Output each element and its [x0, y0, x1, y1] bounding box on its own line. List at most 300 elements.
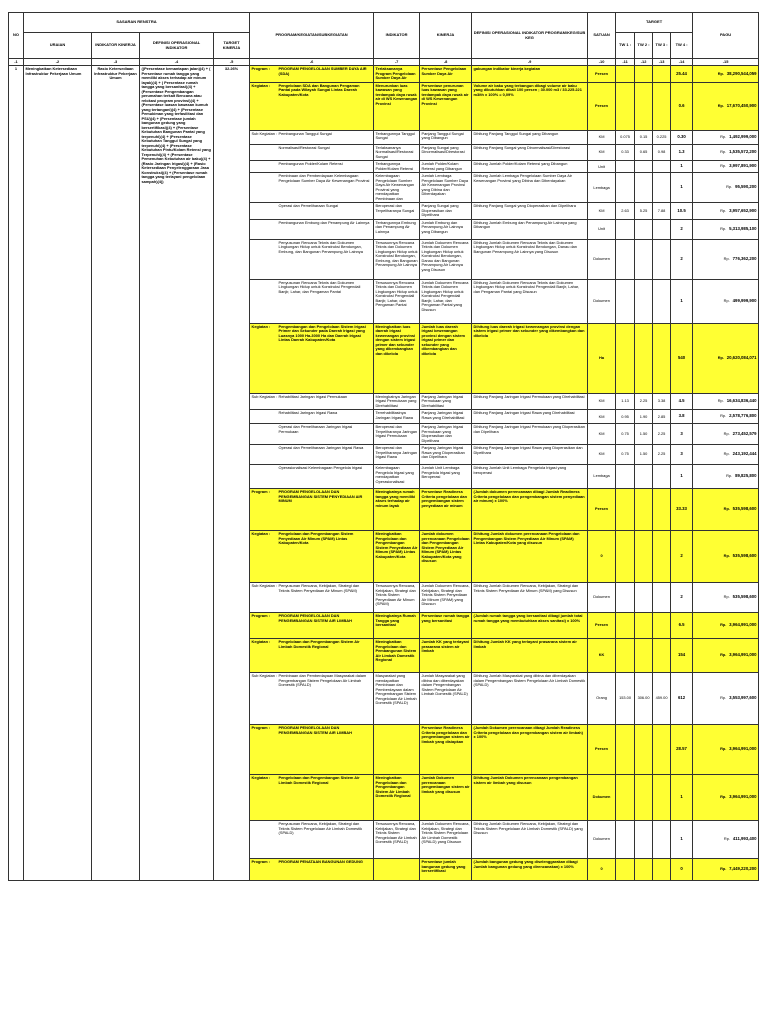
col-number: -5 [214, 59, 250, 66]
row-tw4: 33.33 [671, 489, 693, 531]
row-pagu-cell [693, 239, 759, 279]
row-satuan: Persen [588, 66, 616, 82]
row-tw2: 2.25 [635, 393, 653, 409]
row-pagu: 499,999,900 [732, 297, 757, 303]
row-kinerja: Jumlah Dokumen Rencana, Kebijakan, Strategi dan Teknis Sistem Pengelolaan Air Limbah Domestik (SPALD) yang Disusun [420, 821, 472, 859]
row-definisi: Dihitung Panjang Tanggul Sungai yang Dibangun [472, 130, 588, 144]
row-pagu: 20,620,084,071 [726, 354, 757, 360]
col-number: -15 [693, 59, 759, 66]
header-tw2: TW 2 : [635, 33, 653, 59]
row-tw2 [635, 66, 653, 82]
row-pagu-cell [693, 323, 759, 393]
row-program-cell [250, 531, 374, 583]
row-currency: Rp. [723, 297, 730, 303]
sasaran-uraian: Meningkatkan Ketersediaan Infrastruktur Pekerjaan Umum [24, 66, 92, 881]
row-program-name: Rehabilitasi Jaringan Irigasi Permukaan [278, 393, 348, 399]
row-currency: Rp. [723, 506, 730, 512]
row-tw4: 3 [671, 445, 693, 465]
row-program-name: PROGRAM PENATAAN BANGUNAN GEDUNG [278, 859, 363, 865]
row-tw3 [653, 219, 671, 239]
row-pagu-cell [693, 161, 759, 173]
row-tw2 [635, 531, 653, 583]
row-definisi: (Jumlah bangunan gedung yang diselenggarakan dibagi Jumlah bangunan gedung yang direncanakan) x 100% [472, 859, 588, 881]
row-definisi: Dihitung Jumlah dokumen perencanaan Pengelolaan dan Pengembangan Sistem Penyediaan Air Minum (SPAM) Lintas Kabupaten/Kota yang disusun [472, 531, 588, 583]
row-tw2 [635, 489, 653, 531]
row-program-cell [250, 393, 374, 409]
row-satuan: KM [588, 445, 616, 465]
row-satuan: Dokumen [588, 279, 616, 323]
row-pagu: 535,598,600 [732, 506, 757, 512]
row-satuan: Persen [588, 613, 616, 639]
row-tw1: 0.75 [616, 424, 635, 445]
row-satuan: Unit [588, 219, 616, 239]
row-tw3 [653, 725, 671, 775]
row-tw3: 459.00 [653, 673, 671, 725]
row-level-label: Kegiatan : [251, 639, 271, 645]
row-level-label: Sub Kegiatan : [251, 583, 278, 589]
row-kinerja: Jumlah Embung dan Penampung Air Lainnya yang Dibangun [420, 219, 472, 239]
row-indikator: Tersusunnya Rencana, Kebijakan, Strategi dan Teknis Sistem Pengelolaan Air Limbah Domestik (SPALD) [374, 821, 420, 859]
row-tw3 [653, 639, 671, 673]
row-tw1 [616, 821, 635, 859]
row-tw4: 154 [671, 639, 693, 673]
row-program-name: Operasi dan Pemeliharaan Jaringan Irigasi Rawa [278, 445, 364, 451]
header-pagu: PAGU [693, 13, 759, 59]
row-definisi: Dihitung Panjang Jaringan Irigasi Rawa yang Direhabilitasi [472, 410, 588, 424]
row-tw3 [653, 323, 671, 393]
row-tw4: 28.57 [671, 725, 693, 775]
row-pagu: 38,290,544,059 [726, 70, 757, 76]
row-tw2 [635, 725, 653, 775]
row-definisi: Dihitung Jumlah Masyarakat yang dibina dan diberdayakan dalam Pengembangan Sistem Pengelolaan Air Limbah Domestik (SPALD) [472, 673, 588, 725]
row-currency: Rp. [717, 102, 724, 108]
row-tw4: 2 [671, 531, 693, 583]
col-number: -8 [420, 59, 472, 66]
row-tw4: 2 [671, 239, 693, 279]
row-pagu-cell [693, 821, 759, 859]
row-tw3 [653, 279, 671, 323]
row-program-name: Pengelolaan dan Pengembangan Sistem Penyediaan Air Minum (SPAM) Lintas Kabupaten/Kota [278, 531, 354, 546]
row-tw1 [616, 279, 635, 323]
row-level-label: Sub Kegiatan : [251, 130, 278, 136]
row-program-cell [250, 410, 374, 424]
row-tw4: 2 [671, 219, 693, 239]
row-currency: Rp. [720, 866, 727, 872]
row-currency: Rp. [720, 652, 727, 658]
row-indikator: Terbangunnya Tanggul Sungai [374, 130, 420, 144]
row-program-name: PROGRAM PENGELOLAAN DAN PENGEMBANGAN SISTEM AIR LIMBAH [278, 613, 352, 623]
row-satuan: Orang [588, 673, 616, 725]
row-currency: Rp. [723, 430, 730, 436]
row-tw3: 0.225 [653, 130, 671, 144]
row-level-label: Kegiatan : [251, 323, 271, 329]
row-tw4: 1 [671, 775, 693, 821]
row-pagu-cell [693, 531, 759, 583]
row-currency: Rp. [723, 255, 730, 261]
row-program-name: Pengelolaan dan Pengembangan Sistem Air Limbah Domestik Regional [278, 639, 360, 649]
row-indikator: Meningkatkan Pengelolaan dan Pengembangan Sistem Air Limbah Domestik Regional [374, 775, 420, 821]
row-pagu-cell [693, 424, 759, 445]
row-tw4: 3.8 [671, 410, 693, 424]
row-indikator: Meningkatkan Pengelolaan dan Pengembangan Sistem Penyediaan Air Minum (SPAM) Lintas Kabupaten/Kota [374, 531, 420, 583]
rencana-kinerja-table [8, 12, 759, 881]
row-program-cell [250, 673, 374, 725]
row-satuan: Lembaga [588, 465, 616, 489]
header-indikator-kinerja: INDIKATOR KINERJA [92, 33, 140, 59]
row-kinerja: Jumlah luas daerah irigasi kewenangan provinsi dengan sistem irigasi primer dan sekunder yang dikembangkan dan dikelola [420, 323, 472, 393]
row-program-name: PROGRAM PENGELOLAAN DAN PENGEMBANGAN SISTEM AIR LIMBAH [278, 725, 352, 735]
row-definisi: Dihitung Jumlah Unit Lembaga Pengelola Irigasi yang beroperasi [472, 465, 588, 489]
row-currency: Rp. [723, 451, 730, 457]
row-kinerja: Panjang Jaringan Irigasi Permukaan yang Direhabilitasi [420, 393, 472, 409]
row-program-name: Penyusunan Rencana, Kebijakan, Strategi dan Teknis Sistem Penyediaan Air Minum (SPAM) [278, 583, 360, 593]
row-definisi: gabungan indikator kinerja kegiatan [472, 66, 588, 82]
row-program-name: Pengembangan dan Pengelolaan Sistem Irigasi Primer dan Sekunder pada Daerah Irigasi yang Luasnya 1000 Ha-3000 Ha dan Daerah Irigasi Lintas Daerah Kabupaten/Kota [278, 323, 366, 343]
header-indikator: INDIKATOR [374, 13, 420, 59]
row-currency: Rp. [720, 746, 727, 752]
row-tw4: 0.30 [671, 130, 693, 144]
row-satuan: Persen [588, 725, 616, 775]
row-program-cell [250, 613, 374, 639]
row-program-name: PROGRAM PENGELOLAAN DAN PENGEMBANGAN SISTEM PENYEDIAAN AIR MINUM [278, 489, 363, 504]
row-satuan: 0 [588, 859, 616, 881]
row-tw1 [616, 583, 635, 613]
row-indikator: Terbangunnya Embung dan Penampung Air Lainnya [374, 219, 420, 239]
row-tw1 [616, 82, 635, 130]
header-definisi-program: DEFINISI OPERASIONAL INDIKATOR PROGRAM/KEG/SUB KEG [472, 13, 588, 59]
sasaran-target: 32.26% [214, 66, 250, 881]
row-kinerja: Jumlah Unit Lembaga Pengelola Irigasi yang Beroperasi [420, 465, 472, 489]
row-satuan: Dokumen [588, 821, 616, 859]
row-tw2 [635, 821, 653, 859]
row-satuan: Dokumen [588, 775, 616, 821]
row-program-name: Pengelolaan dan Pengembangan Sistem Air Limbah Domestik Regional [278, 775, 360, 785]
row-pagu: 7,449,220,200 [729, 866, 757, 872]
row-tw2: 1.50 [635, 445, 653, 465]
row-pagu: 3,964,991,000 [729, 622, 757, 628]
row-tw4: 540 [671, 323, 693, 393]
row-definisi: Dihitung Jumlah Embung dan Penampung Air Lainnya yang Dibangun [472, 219, 588, 239]
row-indikator: Kelembagaan Pengelolaan Sumber Daya Air Kewenangan Provinsi yang mendapatkan Pembinaan dan [374, 173, 420, 203]
row-currency: Rp. [720, 225, 727, 231]
row-currency: Rp. [720, 149, 727, 155]
row-tw3 [653, 775, 671, 821]
row-kinerja: Persentase Readiness Criteria pengelolaan dan pengembangan sistem air limbah yang disiapkan [420, 725, 472, 775]
col-number: -1 [9, 59, 24, 66]
row-currency: Rp. [717, 354, 724, 360]
row-tw1 [616, 161, 635, 173]
row-tw4: 2 [671, 583, 693, 613]
row-tw4: 1.3 [671, 144, 693, 160]
row-kinerja: Jumlah KK yang terlayani prasarana sistem air limbah [420, 639, 472, 673]
row-tw2 [635, 219, 653, 239]
col-number: -6 [250, 59, 374, 66]
row-currency: Rp. [723, 594, 730, 600]
row-pagu-cell [693, 613, 759, 639]
row-program-cell [250, 144, 374, 160]
row-program-name: Operasionalisasi Kelembagaan Pengelola Irigasi [278, 465, 363, 471]
row-tw1 [616, 173, 635, 203]
header-kinerja: KINERJA [420, 13, 472, 59]
header-satuan: SATUAN [588, 13, 616, 59]
row-satuan: Ha [588, 323, 616, 393]
row-tw3 [653, 859, 671, 881]
sasaran-indikator: Rasio Ketersediaan Infrastruktur Pekerjaan Umum [92, 66, 140, 881]
header-program: PROGRAM/KEGIATAN/SUBKEGIATAN [250, 13, 374, 59]
row-pagu: 411,993,400 [732, 836, 757, 842]
row-pagu-cell [693, 66, 759, 82]
row-pagu: 17,670,450,900 [726, 102, 757, 108]
row-program-cell [250, 173, 374, 203]
row-program-cell [250, 445, 374, 465]
row-kinerja: Jumlah Lembaga Pengelolaan Sumber Daya Air Kewenangan Provinsi yang Dibina dan Diberdayakan [420, 173, 472, 203]
row-definisi: Dihitung Jumlah Dokumen perencanaan pengembangan sistem air limbah yang disusun [472, 775, 588, 821]
row-program-cell [250, 130, 374, 144]
row-indikator: Beroperasi dan Terpeliharanya Jaringan Irigasi Permukaan [374, 424, 420, 445]
row-kinerja: Persentase rumah tangga yang bersanitasi [420, 613, 472, 639]
row-definisi: Dihitung Panjang Sungai yang Dinormalisasi/Direstorasi [472, 144, 588, 160]
row-currency: Rp. [726, 473, 733, 479]
row-level-label: Sub Kegiatan : [251, 673, 278, 679]
row-pagu-cell [693, 393, 759, 409]
row-program-cell [250, 279, 374, 323]
row-pagu: 3,964,991,000 [729, 746, 757, 752]
col-number: -10 [588, 59, 616, 66]
row-kinerja: Panjang Jaringan Irigasi Permukaan yang Dioperasikan dan Dipelihara [420, 424, 472, 445]
row-tw1 [616, 775, 635, 821]
row-indikator: Beroperasi dan Terpeliharanya Sungai [374, 203, 420, 219]
row-satuan: Persen [588, 82, 616, 130]
row-definisi: (Jumlah rumah tangga yang bersanitasi dibagi jumlah total rumah tangga yang membutuhkan akses sanitasi) x 100% [472, 613, 588, 639]
row-definisi: Dihitung Panjang Jaringan Irigasi Permukaan yang Direhabilitasi [472, 393, 588, 409]
sasaran-definisi: ((Persentase kemantapan jalan)(4) + ( Persentase rumah tangga yang memiliki akses terhadap air minum layak)(4) + ( Persentase rumah tangga yang bersanitasi)(4) + (Persentase Pengembangan perumahan terkait Bencana atau relokasi program provinsi)(4) + (Persentase luasan kawasan kumuh yang tertangani)(4) + (Persentase Pemukiman yang terfasilitasi dan PSU)(4) + (Persentase jumlah bangunan gedung yang bersertifikasi)(4) + (Persentase Kebutuhan Bangunan Pantai yang terpenuhi)(4) + (Persentase Kebutuhan Tanggul Sungai yang terpenuhi)(4) + (Persentase Kebutuhan Pintu/Kolam Retensi yang Terpenuhi)(4) + (Persentase Pemenuhan Kebutuhan air baku)(4) + (Rasio Jaringan Irigasi)(4) + (Rasio Ketersediaan Penyelenggaraan Jasa Konstruksi)(4) + (Persentase rumah tangga yang terlayani pengelolaan sampah)(4)) [140, 66, 214, 881]
row-tw3: 2.25 [653, 424, 671, 445]
row-satuan: Dokumen [588, 583, 616, 613]
row-satuan: 0 [588, 531, 616, 583]
row-program-cell [250, 639, 374, 673]
row-tw4: 25.44 [671, 66, 693, 82]
row-pagu-cell [693, 445, 759, 465]
header-tw3: TW 3 : [653, 33, 671, 59]
row-tw2 [635, 161, 653, 173]
row-indikator: Meningkatnya Jaringan Irigasi Permukaan yang Direhabilitasi [374, 393, 420, 409]
row-pagu: 1,535,572,200 [729, 149, 757, 155]
row-currency: Rp. [720, 207, 727, 213]
row-tw3 [653, 613, 671, 639]
row-tw2: 1.90 [635, 410, 653, 424]
row-kinerja: Jumlah Polder/Kolam Retensi yang Dibangun [420, 161, 472, 173]
row-definisi: Dihitung Jumlah Lembaga Pengelolaan Sumber Daya Air Kewenangan Provinsi yang Dibina dan Diberdayakan [472, 173, 588, 203]
row-tw2: 5.25 [635, 203, 653, 219]
row-indikator: Meningkatkan luas daerah irigasi kewenangan provinsi dengan sistem irigasi primer dan sekunder yang dikembangkan dan dikelola [374, 323, 420, 393]
row-tw1: 0.33 [616, 144, 635, 160]
row-pagu: 5,313,985,100 [729, 225, 757, 231]
row-kinerja: Jumlah Dokumen Rencana Teknis dan Dokumen Lingkungan Hidup untuk Konstruksi Bendungan, Danau dan Bangunan Penampung Air Lainnya yang Disusun [420, 239, 472, 279]
row-kinerja: Jumlah Dokumen perencanaan pengembangan sistem air limbah yang disusun [420, 775, 472, 821]
row-pagu: 776,362,200 [732, 255, 757, 261]
row-pagu: 16,634,836,440 [726, 398, 757, 404]
row-satuan: Unit [588, 161, 616, 173]
row-pagu-cell [693, 859, 759, 881]
row-tw1 [616, 725, 635, 775]
row-kinerja: Jumlah Dokumen Rencana, Kebijakan, Strategi dan Teknis Sistem Penyediaan Air Minum (SPAM) yang Disusun [420, 583, 472, 613]
row-program-name: Pembinaan dan Pemberdayaan Masyarakat dalam Pengembangan Sistem Pengelolaan Air Limbah Domestik (SPALD) [278, 673, 367, 688]
header-row-1 [9, 13, 759, 33]
row-kinerja: Panjang Sungai yang Dioperasikan dan Dipelihara [420, 203, 472, 219]
row-pagu: 3,997,891,900 [729, 163, 757, 169]
header-sasaran-renstra: SASARAN RENSTRA [24, 13, 250, 33]
header-uraian: URAIAN [24, 33, 92, 59]
row-indikator: Tersusunnya Rencana, Kebijakan, Strategi dan Teknis Sistem Penyediaan Air Minum (SPAM) [374, 583, 420, 613]
row-indikator [374, 725, 420, 775]
header-target: TARGET [616, 13, 693, 33]
row-program-cell [250, 583, 374, 613]
row-tw4: 1 [671, 161, 693, 173]
row-tw1 [616, 489, 635, 531]
row-program-name: Rehabilitasi Jaringan Irigasi Rawa [278, 410, 338, 416]
row-definisi: Dihitung Panjang Jaringan Irigasi Rawa yang Dioperasikan dan Dipelihara [472, 445, 588, 465]
row-satuan: KM [588, 144, 616, 160]
row-pagu: 3,957,652,900 [729, 207, 757, 213]
row-program-name: Pembangunan Embung dan Penampung Air Lainnya [278, 219, 370, 225]
row-level-label: Program : [251, 66, 270, 72]
row-pagu-cell [693, 583, 759, 613]
row-definisi: Dihitung Panjang Sungai yang Dioperasikan dan Dipelihara [472, 203, 588, 219]
row-kinerja: Panjang Jaringan Irigasi Rawa yang Dioperasikan dan Dipelihara [420, 445, 472, 465]
row-pagu-cell [693, 639, 759, 673]
row-kinerja: Panjang Sungai yang Dinormalisasi/Direstorasi [420, 144, 472, 160]
row-satuan: Dokumen [588, 239, 616, 279]
row-tw2 [635, 859, 653, 881]
row-program-cell [250, 465, 374, 489]
header-tw1: TW 1 : [616, 33, 635, 59]
row-definisi: Dihitung Panjang Jaringan Irigasi Permukaan yang Dioperasikan dan Dipelihara [472, 424, 588, 445]
row-tw2 [635, 173, 653, 203]
row-indikator: Terlaksananya Program Pengelolaan Sumber Daya Air [374, 66, 420, 82]
row-tw2 [635, 323, 653, 393]
row-level-label: Kegiatan : [251, 82, 271, 88]
row-program-name: Normalisasi/Restorasi Sungai [278, 144, 330, 150]
row-tw1 [616, 465, 635, 489]
col-number: -7 [374, 59, 420, 66]
row-tw2 [635, 82, 653, 130]
row-pagu-cell [693, 130, 759, 144]
row-kinerja: Jumlah Masyarakat yang dibina dan diberdayakan dalam Pengembangan Sistem Pengelolaan Air Limbah Domestik (SPALD) [420, 673, 472, 725]
row-definisi: Volume air baku yang terbangun dibagi volume air baku yang dibutuhkan dikali 100 persen ; 30.000 m3 / 33.225.221 m3/th x 100% = 0,09% [472, 82, 588, 130]
row-kinerja: Jumlah dokumen perencanaan Pengelolaan dan Pengembangan Sistem Penyediaan Air Minum (SPAM) Lintas Kabupaten/Kota yang disusun [420, 531, 472, 583]
row-definisi: Dihitung luas daerah irigasi kewenangan provinsi dengan sistem irigasi primer dan sekunder yang dikembangkan dan dikelola [472, 323, 588, 393]
row-pagu: 243,192,444 [732, 451, 757, 457]
row-program-cell [250, 239, 374, 279]
row-tw3 [653, 82, 671, 130]
row-currency: Rp. [720, 794, 727, 800]
col-number: -3 [92, 59, 140, 66]
row-currency: Rp. [723, 553, 730, 559]
row-tw2: 306.00 [635, 673, 653, 725]
row-program-name: Pembinaan dan Pemberdayaan Kelembagaan Pengelolaan Sumber Daya Air Kewenangan Provinsi [278, 173, 370, 183]
row-tw3: 2.85 [653, 410, 671, 424]
row-tw3 [653, 489, 671, 531]
row-currency: Rp. [717, 70, 724, 76]
row-tw3 [653, 161, 671, 173]
row-program-cell [250, 161, 374, 173]
row-level-label: Program : [251, 613, 270, 619]
row-indikator: Terrehabilitasinya Jaringan Irigasi Rawa [374, 410, 420, 424]
row-tw1 [616, 613, 635, 639]
column-number-row [9, 59, 759, 66]
row-tw4: 6.5 [671, 613, 693, 639]
row-definisi: Dihitung Jumlah Polder/Kolam Retensi yang Dibangun [472, 161, 588, 173]
row-indikator: Tersusunnya Rencana Teknis dan Dokumen Lingkungan Hidup untuk Konstruksi Bendungan, Embung, dan Bangunan Penampung Air Lainnya [374, 239, 420, 279]
row-program-name: Penyusunan Rencana Teknis dan Dokumen Lingkungan Hidup untuk Konstruksi Bendungan, Embung, dan Bangunan Penampung Air Lainnya [278, 239, 363, 254]
row-pagu-cell [693, 465, 759, 489]
row-currency: Rp. [720, 413, 727, 419]
row-currency: Rp. [717, 398, 724, 404]
row-level-label: Kegiatan : [251, 531, 271, 537]
row-kinerja: Persentase jumlah bangunan gedung yang bersertifikasi [420, 859, 472, 881]
row-tw3 [653, 465, 671, 489]
row-tw1 [616, 219, 635, 239]
row-tw2 [635, 465, 653, 489]
row-tw3: 3.38 [653, 393, 671, 409]
row-indikator: Meningkatnya Rumah Tangga yang bersanitasi [374, 613, 420, 639]
row-definisi: (Jumlah dokumen perencanaan dibagi Jumlah Readiness Criteria pengelolaan dan pengembangan sistem penyediaan air minum) x 100% [472, 489, 588, 531]
row-pagu: 2,578,776,800 [729, 413, 757, 419]
row-definisi: (Jumlah Dokumen perencanaan dibagi Jumlah Readiness Criteria pengelolaan dan pengembangan sistem air limbah) x 100% [472, 725, 588, 775]
row-pagu-cell [693, 82, 759, 130]
row-satuan: KM [588, 130, 616, 144]
row-program-name: Pembangunan Tanggul Sungai [278, 130, 332, 136]
row-tw4: 3 [671, 424, 693, 445]
row-tw2: 0.65 [635, 144, 653, 160]
row-satuan: Persen [588, 489, 616, 531]
header-target-kinerja: TARGET KINERJA [214, 33, 250, 59]
row-tw1: 0.075 [616, 130, 635, 144]
row-tw3: 2.25 [653, 445, 671, 465]
row-program-cell [250, 219, 374, 239]
row-definisi: Dihitung Jumlah Dokumen Rencana Teknis dan Dokumen Lingkungan Hidup untuk Konstruksi Bendungan, Danau dan Bangunan Penampung Air Lainnya yang Disusun [472, 239, 588, 279]
row-definisi: Dihitung Jumlah Dokumen Rencana, Kebijakan, Strategi dan Teknis Sistem Pengelolaan Air Limbah Domestik (SPALD) yang Disusun [472, 821, 588, 859]
row-tw1: 2.63 [616, 203, 635, 219]
row-indikator: Beroperasi dan Terpeliharanya Jaringan Irigasi Rawa [374, 445, 420, 465]
row-tw4: 1 [671, 465, 693, 489]
row-satuan: KM [588, 410, 616, 424]
col-number: -4 [140, 59, 214, 66]
col-number: -12 [635, 59, 653, 66]
row-program-name: Pengelolaan SDA dan Bangunan Pengaman Pantai pada Wilayah Sungai Lintas Daerah Kabupaten/Kota [278, 82, 360, 97]
row-program-cell [250, 775, 374, 821]
row-tw4: 1 [671, 279, 693, 323]
row-kinerja: Persentase Pengelolaan Sumber Daya Air [420, 66, 472, 82]
row-currency: Rp. [726, 184, 733, 190]
row-program-cell [250, 323, 374, 393]
row-indikator: Kelembagaan Pengelola Irigasi yang mendapatkan Operasionalisasi [374, 465, 420, 489]
row-pagu: 95,590,200 [735, 184, 757, 190]
row-tw3 [653, 66, 671, 82]
row-tw2 [635, 239, 653, 279]
row-tw3 [653, 531, 671, 583]
row-pagu-cell [693, 725, 759, 775]
row-tw3 [653, 821, 671, 859]
row-tw1 [616, 859, 635, 881]
row-kinerja: Persentase penurunan luas kawasan yang terdampak daya rusak air di WS Kewenangan Provinsi [420, 82, 472, 130]
col-number: -2 [24, 59, 92, 66]
row-kinerja: Jumlah Dokumen Rencana Teknis dan Dokumen Lingkungan Hidup untuk Konstruksi Pengendali Banjir, Lahar, dan Pengaman Pantai yang Disusun [420, 279, 472, 323]
row-pagu-cell [693, 775, 759, 821]
row-program-name: Operasi dan Pemeliharaan Jaringan Irigasi Permukaan [278, 424, 353, 434]
col-number: -11 [616, 59, 635, 66]
row-tw1 [616, 323, 635, 393]
